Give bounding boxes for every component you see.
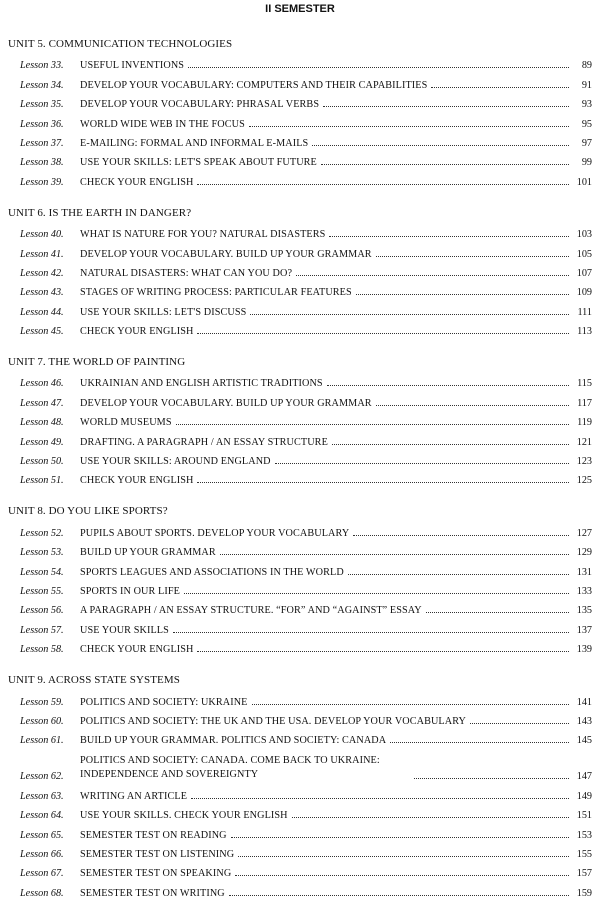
lesson-number: Lesson 42. [20, 267, 64, 279]
lesson-title-wrap [80, 249, 572, 260]
dot-leader [197, 333, 569, 334]
dot-leader [176, 424, 569, 425]
lesson-title: SEMESTER TEST ON READING [80, 829, 227, 841]
dot-leader [231, 837, 569, 838]
page-number: 155 [576, 848, 592, 860]
lesson-number: Lesson 54. [20, 566, 64, 578]
unit-title: UNIT 9. ACROSS STATE SYSTEMS [8, 674, 180, 687]
lesson-row [8, 636, 592, 655]
dot-leader [197, 651, 569, 652]
unit-section [8, 503, 592, 655]
page-number: 105 [576, 248, 592, 260]
lesson-row [8, 688, 592, 707]
dot-leader [414, 778, 569, 779]
page-number: 159 [576, 887, 592, 899]
lesson-title: SPORTS LEAGUES AND ASSOCIATIONS IN THE WORLD [80, 566, 344, 578]
page-number: 129 [576, 547, 592, 559]
lesson-row [8, 782, 592, 801]
lesson-number: Lesson 37. [20, 137, 64, 149]
dot-leader [426, 612, 569, 613]
lesson-number: Lesson 67. [20, 868, 64, 880]
lesson-row [8, 519, 592, 538]
lesson-title: SEMESTER TEST ON WRITING [80, 887, 225, 899]
unit-title: UNIT 8. DO YOU LIKE SPORTS? [8, 505, 168, 518]
unit-title: UNIT 7. THE WORLD OF PAINTING [8, 356, 186, 369]
dot-leader [376, 256, 569, 257]
lesson-title: CHECK YOUR ENGLISH [80, 176, 194, 188]
lesson-title: SEMESTER TEST ON LISTENING [80, 848, 235, 860]
lesson-number: Lesson 47. [20, 397, 64, 409]
lesson-list [8, 52, 592, 188]
page-number: 91 [581, 79, 592, 91]
dot-leader [470, 723, 569, 724]
lesson-title: DEVELOP YOUR VOCABULARY: PHRASAL VERBS [80, 99, 320, 111]
lesson-title: NATURAL DISASTERS: WHAT CAN YOU DO? [80, 267, 293, 279]
unit-title: UNIT 6. IS THE EARTH IN DANGER? [8, 206, 192, 219]
lesson-number: Lesson 63. [20, 790, 64, 802]
lesson-row [8, 168, 592, 187]
lesson-number: Lesson 48. [20, 417, 64, 429]
page-number: 135 [576, 605, 592, 617]
page-number: 147 [576, 771, 592, 783]
lesson-number: Lesson 46. [20, 378, 64, 390]
lesson-row [8, 260, 592, 279]
lesson-list [8, 688, 592, 899]
lesson-title: PUPILS ABOUT SPORTS. DEVELOP YOUR VOCABULARY [80, 527, 350, 539]
dot-leader [220, 554, 569, 555]
lesson-title: POLITICS AND SOCIETY: THE UK AND THE USA. DEVELOP YOUR VOCABULARY [80, 715, 467, 727]
lesson-number: Lesson 59. [20, 696, 64, 708]
lesson-title: A PARAGRAPH / AN ESSAY STRUCTURE. “FOR” AND “AGAINST” ESSAY [80, 605, 422, 617]
page-number: 95 [581, 118, 592, 130]
lesson-title-wrap [80, 157, 572, 168]
lesson-row [8, 708, 592, 727]
lesson-number: Lesson 41. [20, 248, 64, 260]
lesson-title-wrap [80, 849, 572, 860]
lesson-title: DEVELOP YOUR VOCABULARY. BUILD UP YOUR GRAMMAR [80, 248, 372, 260]
page-number: 93 [581, 99, 592, 111]
page-number: 139 [576, 644, 592, 656]
lesson-title-wrap [80, 307, 572, 318]
lesson-list [8, 370, 592, 486]
lesson-number: Lesson 40. [20, 229, 64, 241]
lesson-row [8, 52, 592, 71]
lesson-title: DEVELOP YOUR VOCABULARY: COMPUTERS AND THEIR CAPABILITIES [80, 79, 428, 91]
lesson-title-wrap [80, 456, 572, 467]
dot-leader [292, 817, 569, 818]
dot-leader [173, 632, 569, 633]
dot-leader [431, 87, 569, 88]
dot-leader [376, 405, 569, 406]
lesson-title-wrap [80, 80, 572, 91]
dot-leader [252, 704, 569, 705]
page-number: 131 [576, 566, 592, 578]
dot-leader [184, 593, 569, 594]
lesson-title: BUILD UP YOUR GRAMMAR. POLITICS AND SOCIETY: CANADA [80, 735, 387, 747]
lesson-row [8, 597, 592, 616]
dot-leader [353, 535, 569, 536]
lesson-title: CHECK YOUR ENGLISH [80, 326, 194, 338]
lesson-title-wrap [80, 735, 572, 746]
lesson-row [8, 727, 592, 746]
lesson-row [8, 879, 592, 898]
dot-leader [296, 275, 569, 276]
lesson-number: Lesson 60. [20, 715, 64, 727]
page-number: 121 [576, 436, 592, 448]
lesson-title: SEMESTER TEST ON SPEAKING [80, 868, 232, 880]
unit-section [8, 672, 592, 899]
unit-section [8, 36, 592, 188]
lesson-number: Lesson 65. [20, 829, 64, 841]
lesson-title-wrap [80, 475, 572, 486]
lesson-number: Lesson 34. [20, 79, 64, 91]
lesson-number: Lesson 50. [20, 456, 64, 468]
lesson-list [8, 221, 592, 337]
lesson-title: WRITING AN ARTICLE [80, 790, 188, 802]
lesson-number: Lesson 68. [20, 887, 64, 899]
lesson-title: USE YOUR SKILLS: LET'S SPEAK ABOUT FUTURE [80, 157, 317, 169]
dot-leader [348, 574, 569, 575]
lesson-title-wrap [80, 547, 572, 558]
lesson-title: USE YOUR SKILLS. CHECK YOUR ENGLISH [80, 810, 288, 822]
lesson-number: Lesson 33. [20, 60, 64, 72]
lesson-title: CHECK YOUR ENGLISH [80, 475, 194, 487]
lesson-title-wrap [80, 567, 572, 578]
lesson-row [8, 578, 592, 597]
lesson-title: USE YOUR SKILLS: AROUND ENGLAND [80, 456, 271, 468]
lesson-row [8, 539, 592, 558]
lesson-title: SPORTS IN OUR LIFE [80, 585, 180, 597]
lesson-title-wrap [80, 586, 572, 597]
lesson-number: Lesson 52. [20, 527, 64, 539]
lesson-title-wrap [80, 417, 572, 428]
lesson-number: Lesson 62. [20, 771, 64, 783]
dot-leader [275, 463, 569, 464]
lesson-number: Lesson 55. [20, 585, 64, 597]
unit-section [8, 354, 592, 486]
lesson-title-wrap [80, 119, 572, 130]
page-number: 111 [577, 306, 592, 318]
lesson-title: UKRAINIAN AND ENGLISH ARTISTIC TRADITIONS [80, 378, 323, 390]
page-number: 145 [576, 735, 592, 747]
lesson-number: Lesson 38. [20, 157, 64, 169]
page-number: 117 [577, 397, 592, 409]
page-number: 119 [577, 417, 592, 429]
lesson-row [8, 616, 592, 635]
dot-leader [197, 184, 569, 185]
page-number: 97 [581, 137, 592, 149]
page-number: 137 [576, 624, 592, 636]
lesson-row [8, 389, 592, 408]
lesson-list [8, 519, 592, 655]
lesson-title-wrap [80, 754, 572, 782]
lesson-title-wrap [80, 810, 572, 821]
lesson-title: POLITICS AND SOCIETY: CANADA. COME BACK TO UKRAINE: INDEPENDENCE AND SOVEREIGNTY [80, 755, 380, 781]
page-number: 115 [577, 378, 592, 390]
dot-leader [249, 126, 569, 127]
lesson-row [8, 130, 592, 149]
lesson-title-wrap [80, 528, 572, 539]
lesson-number: Lesson 43. [20, 287, 64, 299]
lesson-title-wrap [80, 229, 572, 240]
page-number: 107 [576, 267, 592, 279]
lesson-number: Lesson 44. [20, 306, 64, 318]
lesson-title-wrap [80, 605, 572, 616]
lesson-number: Lesson 36. [20, 118, 64, 130]
lesson-title: POLITICS AND SOCIETY: UKRAINE [80, 696, 248, 708]
lesson-row [8, 448, 592, 467]
page-number: 151 [576, 810, 592, 822]
dot-leader [238, 856, 569, 857]
lesson-number: Lesson 49. [20, 436, 64, 448]
dot-leader [332, 444, 569, 445]
lesson-number: Lesson 64. [20, 810, 64, 822]
lesson-title-wrap [80, 437, 572, 448]
page-number: 109 [576, 287, 592, 299]
dot-leader [312, 145, 569, 146]
lesson-title: CHECK YOUR ENGLISH [80, 644, 194, 656]
lesson-title: USEFUL INVENTIONS [80, 60, 185, 72]
lesson-row [8, 110, 592, 129]
lesson-title-wrap [80, 177, 572, 188]
page-number: 157 [576, 868, 592, 880]
page-number: 141 [576, 696, 592, 708]
lesson-title: STAGES OF WRITING PROCESS: PARTICULAR FEATURES [80, 287, 352, 299]
lesson-title-wrap [80, 830, 572, 841]
dot-leader [229, 895, 569, 896]
lesson-row [8, 746, 592, 782]
dot-leader [327, 385, 569, 386]
lesson-title: BUILD UP YOUR GRAMMAR [80, 547, 216, 559]
page-number: 149 [576, 790, 592, 802]
lesson-row [8, 841, 592, 860]
lesson-number: Lesson 66. [20, 848, 64, 860]
lesson-title-wrap [80, 138, 572, 149]
lesson-number: Lesson 39. [20, 176, 64, 188]
page-number: 101 [576, 176, 592, 188]
lesson-title: E-MAILING: FORMAL AND INFORMAL E-MAILS [80, 137, 309, 149]
lesson-row [8, 467, 592, 486]
lesson-title-wrap [80, 99, 572, 110]
page-number: 143 [576, 715, 592, 727]
lesson-number: Lesson 56. [20, 605, 64, 617]
lesson-title: WORLD MUSEUMS [80, 417, 172, 429]
page-number: 99 [581, 157, 592, 169]
lesson-title: WORLD WIDE WEB IN THE FOCUS [80, 118, 245, 130]
lesson-title-wrap [80, 625, 572, 636]
lesson-title-wrap [80, 287, 572, 298]
lesson-title: USE YOUR SKILLS [80, 624, 169, 636]
lesson-number: Lesson 57. [20, 624, 64, 636]
dot-leader [321, 164, 569, 165]
lesson-row [8, 860, 592, 879]
lesson-number: Lesson 51. [20, 475, 64, 487]
dot-leader [356, 294, 569, 295]
dot-leader [323, 106, 569, 107]
lesson-number: Lesson 58. [20, 644, 64, 656]
page-number: 133 [576, 585, 592, 597]
lesson-title: DRAFTING. A PARAGRAPH / AN ESSAY STRUCTURE [80, 436, 328, 448]
lesson-row [8, 558, 592, 577]
dot-leader [191, 798, 569, 799]
lesson-number: Lesson 35. [20, 99, 64, 111]
semester-title: II SEMESTER [265, 3, 335, 15]
lesson-title-wrap [80, 716, 572, 727]
dot-leader [329, 236, 569, 237]
unit-section [8, 205, 592, 337]
lesson-row [8, 409, 592, 428]
lesson-title-wrap [80, 868, 572, 879]
lesson-row [8, 298, 592, 317]
page-number: 89 [581, 60, 592, 72]
lesson-row [8, 318, 592, 337]
lesson-title-wrap [80, 268, 572, 279]
page-number: 113 [577, 326, 592, 338]
lesson-row [8, 91, 592, 110]
dot-leader [197, 482, 569, 483]
dot-leader [250, 314, 569, 315]
lesson-title-wrap [80, 398, 572, 409]
lesson-row [8, 149, 592, 168]
page-number: 127 [576, 527, 592, 539]
lesson-title: WHAT IS NATURE FOR YOU? NATURAL DISASTERS [80, 229, 326, 241]
dot-leader [390, 742, 569, 743]
lesson-title-wrap [80, 644, 572, 655]
dot-leader [188, 67, 569, 68]
page-number: 103 [576, 229, 592, 241]
lesson-number: Lesson 61. [20, 735, 64, 747]
lesson-number: Lesson 45. [20, 326, 64, 338]
lesson-row [8, 279, 592, 298]
page-number: 123 [576, 456, 592, 468]
toc-units [8, 36, 592, 899]
lesson-title: DEVELOP YOUR VOCABULARY. BUILD UP YOUR GRAMMAR [80, 397, 372, 409]
lesson-title-wrap [80, 697, 572, 708]
lesson-row [8, 370, 592, 389]
lesson-row [8, 802, 592, 821]
lesson-row [8, 428, 592, 447]
lesson-row [8, 221, 592, 240]
lesson-row [8, 71, 592, 90]
page-number: 153 [576, 829, 592, 841]
unit-title: UNIT 5. COMMUNICATION TECHNOLOGIES [8, 38, 233, 50]
lesson-number: Lesson 53. [20, 547, 64, 559]
dot-leader [235, 875, 569, 876]
lesson-row [8, 821, 592, 840]
lesson-title-wrap [80, 326, 572, 337]
lesson-title-wrap [80, 60, 572, 71]
lesson-title-wrap [80, 791, 572, 802]
lesson-title: USE YOUR SKILLS: LET'S DISCUSS [80, 306, 247, 318]
lesson-row [8, 240, 592, 259]
lesson-title-wrap [80, 378, 572, 389]
page-number: 125 [576, 475, 592, 487]
lesson-title-wrap [80, 888, 572, 899]
